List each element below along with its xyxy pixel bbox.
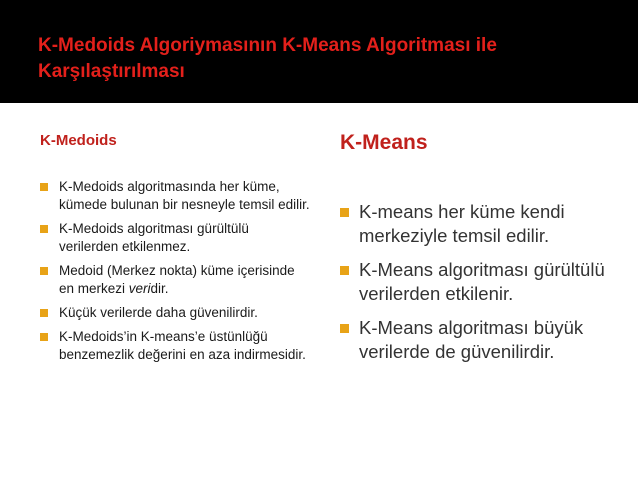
list-item-emphasis: veri <box>128 281 151 296</box>
list-item <box>40 220 310 256</box>
list-item-text: K-Medoids algoritmasında her küme, kümede bulunan bir nesneyle temsil edilir. <box>59 179 310 212</box>
slide-title: K-Medoids Algoriymasının K-Means Algoritması ile Karşılaştırılması <box>38 35 497 82</box>
square-bullet-icon <box>40 333 48 341</box>
list-item <box>40 178 310 214</box>
list-item-text: K-Medoids algoritması gürültülü verilerden etkilenmez. <box>59 221 249 254</box>
square-bullet-icon <box>40 225 48 233</box>
title-bar <box>0 0 638 103</box>
list-item-text-end: dir. <box>150 281 169 296</box>
list-item <box>340 200 630 248</box>
list-item-text: Küçük verilerde daha güvenilirdir. <box>59 305 258 320</box>
k-means-column <box>340 128 630 374</box>
list-item <box>40 262 310 298</box>
k-means-list <box>340 200 630 364</box>
list-item-text: K-Means algoritması gürültülü verilerden etkilenir. <box>359 259 605 304</box>
list-item-text: K-means her küme kendi merkeziyle temsil edilir. <box>359 201 565 246</box>
square-bullet-icon <box>40 309 48 317</box>
k-medoids-list <box>40 178 310 364</box>
list-item <box>340 258 630 306</box>
list-item-text: K-Means algoritması büyük verilerde de güvenilirdir. <box>359 317 584 362</box>
k-medoids-column <box>40 130 310 370</box>
k-means-heading: K-Means <box>340 131 428 154</box>
list-item-text: K-Medoids’in K-means’e üstünlüğü benzemezlik değerini en aza indirmesidir. <box>59 329 306 362</box>
square-bullet-icon <box>340 266 349 275</box>
list-item-text: Medoid (Merkez nokta) küme içerisinde en merkezi <box>59 263 295 296</box>
square-bullet-icon <box>340 208 349 217</box>
list-item <box>40 304 310 322</box>
k-medoids-heading: K-Medoids <box>40 132 117 149</box>
list-item <box>340 316 630 364</box>
square-bullet-icon <box>40 183 48 191</box>
square-bullet-icon <box>40 267 48 275</box>
list-item <box>40 328 310 364</box>
square-bullet-icon <box>340 324 349 333</box>
